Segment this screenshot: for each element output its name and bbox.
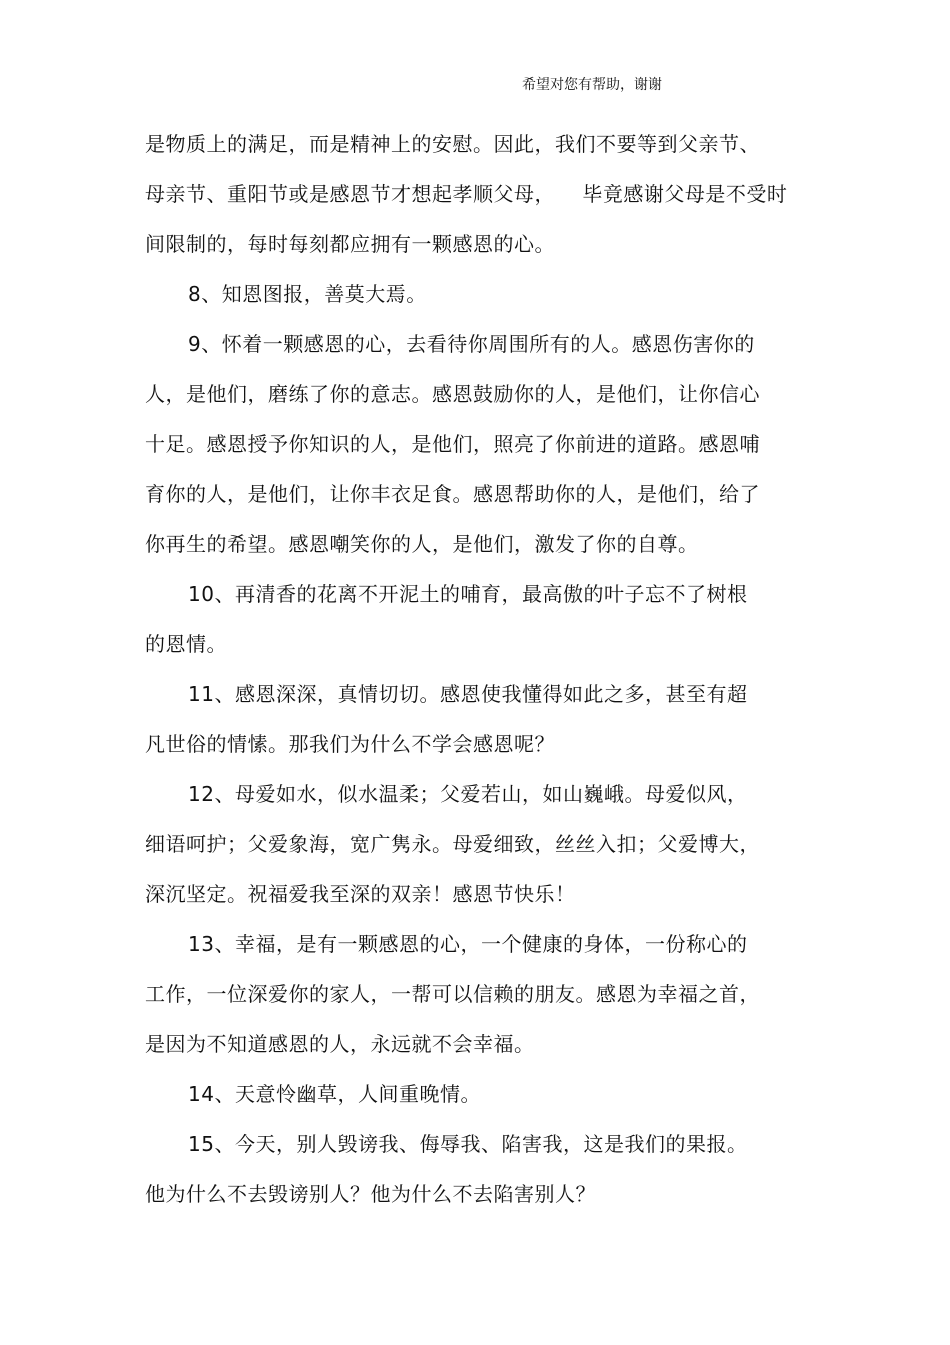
list-item-14: 14、天意怜幽草，人间重晚情。 [188,1082,481,1106]
text-line: 是因为不知道感恩的人，永远就不会幸福。 [145,1032,535,1056]
list-item-13: 13、幸福，是有一颗感恩的心，一个健康的身体，一份称心的 [188,932,748,956]
text-line: 育你的人，是他们，让你丰衣足食。感恩帮助你的人，是他们，给了 [145,482,760,506]
text-line: 细语呵护；父爱象海，宽广隽永。母爱细致，丝丝入扣；父爱博大， [145,832,760,856]
text-line: 间限制的，每时每刻都应拥有一颗感恩的心。 [145,232,555,256]
text-line: 母亲节、重阳节或是感恩节才想起孝顺父母， 毕竟感谢父母是不受时 [145,182,788,206]
list-item-12: 12、母爱如水，似水温柔；父爱若山，如山巍峨。母爱似风， [188,782,748,806]
list-item-15: 15、今天，别人毁谤我、侮辱我、陷害我，这是我们的果报。 [188,1132,748,1156]
text-line: 你再生的希望。感恩嘲笑你的人，是他们，激发了你的自尊。 [145,532,699,556]
text-line: 工作，一位深爱你的家人，一帮可以信赖的朋友。感恩为幸福之首， [145,982,760,1006]
text-line: 是物质上的满足，而是精神上的安慰。因此，我们不要等到父亲节、 [145,132,760,156]
list-item-9: 9、怀着一颗感恩的心，去看待你周围所有的人。感恩伤害你的 [188,332,755,356]
text-line: 十足。感恩授予你知识的人，是他们，照亮了你前进的道路。感恩哺 [145,432,760,456]
text-line: 深沉坚定。祝福爱我至深的双亲！感恩节快乐！ [145,882,576,906]
list-item-11: 11、感恩深深，真情切切。感恩使我懂得如此之多，甚至有超 [188,682,748,706]
text-line: 他为什么不去毁谤别人？他为什么不去陷害别人？ [145,1182,596,1206]
page-header-note: 希望对您有帮助，谢谢 [522,77,662,93]
list-item-10: 10、再清香的花离不开泥土的哺育，最高傲的叶子忘不了树根 [188,582,748,606]
list-item-8: 8、知恩图报，善莫大焉。 [188,282,427,306]
text-line: 凡世俗的情愫。那我们为什么不学会感恩呢？ [145,732,555,756]
text-line: 的恩情。 [145,632,227,656]
text-line: 人，是他们，磨练了你的意志。感恩鼓励你的人，是他们，让你信心 [145,382,760,406]
